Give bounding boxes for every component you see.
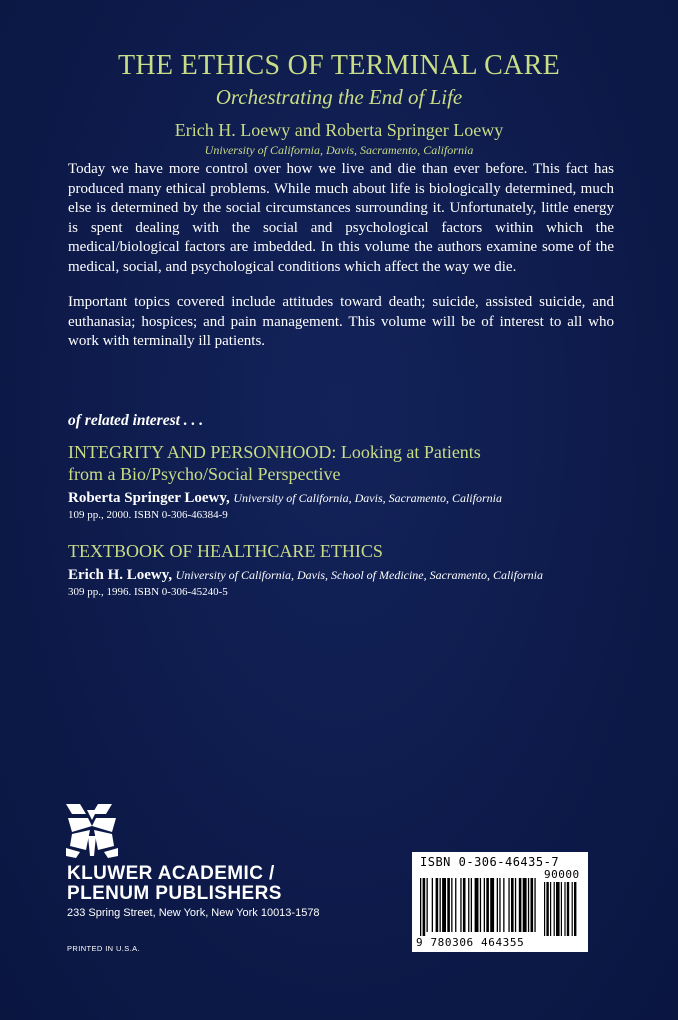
related-book-title-line-1: INTEGRITY AND PERSONHOOD: Looking at Patients [68,442,481,462]
cover-header [0,50,678,157]
publisher-name-line-2: PLENUM PUBLISHERS [67,883,282,904]
description-paragraph-1: Today we have more control over how we live and die than ever before. This fact has produced many ethical problems. While much about life is biologically determined, much else is determined by the social circumstances surrounding it. Unfortunately, little energy is spent dealing with the social and psychological factors within which the medical/biological factors are imbedded. In this volume the authors examine some of the medical, social, and psychological conditions which affect the way we die. [68,161,614,275]
related-book-meta: 309 pp., 1996. ISBN 0-306-45240-5 [68,586,228,598]
book-authors: Erich H. Loewy and Roberta Springer Loewy [174,120,504,140]
publisher-name [67,864,282,904]
isbn-barcode [412,852,588,952]
ean-number: 9 780306 464355 [416,936,525,949]
barcode-addon-number: 90000 [544,868,580,881]
related-book-author-line [68,489,628,508]
book-subtitle: Orchestrating the End of Life [215,85,463,109]
related-book-2 [68,540,628,599]
related-book-meta: 109 pp., 2000. ISBN 0-306-46384-9 [68,509,228,521]
related-book-title [68,441,628,485]
publisher-address: 233 Spring Street, New York, New York 10013-1578 [67,907,320,919]
kluwer-logo-icon [66,802,118,858]
related-book-author: Erich H. Loewy, [68,567,173,583]
related-book-title: TEXTBOOK OF HEALTHCARE ETHICS [68,541,383,561]
related-book-affiliation: University of California, Davis, Sacramento, California [233,491,502,505]
book-title: THE ETHICS OF TERMINAL CARE [117,50,561,81]
printed-in-label: PRINTED IN U.S.A. [67,944,141,953]
publisher-name-line-1: KLUWER ACADEMIC / [67,863,275,884]
related-book-title-line-2: from a Bio/Psycho/Social Perspective [68,464,341,484]
barcode-bars [420,868,582,936]
related-book-affiliation: University of California, Davis, School of Medicine, Sacramento, California [175,568,543,582]
related-book-author-line [68,566,628,585]
related-interest-heading: of related interest . . . [68,412,204,429]
author-affiliation: University of California, Davis, Sacramento, California [204,143,474,157]
description-paragraph-2: Important topics covered include attitudes toward death; suicide, assisted suicide, and euthanasia; hospices; and pain management. This volume will be of interest to all who work with terminally ill patients. [68,294,614,349]
related-book-1 [68,441,628,522]
isbn-label: ISBN 0-306-46435-7 [420,855,560,869]
related-book-author: Roberta Springer Loewy, [68,490,230,506]
